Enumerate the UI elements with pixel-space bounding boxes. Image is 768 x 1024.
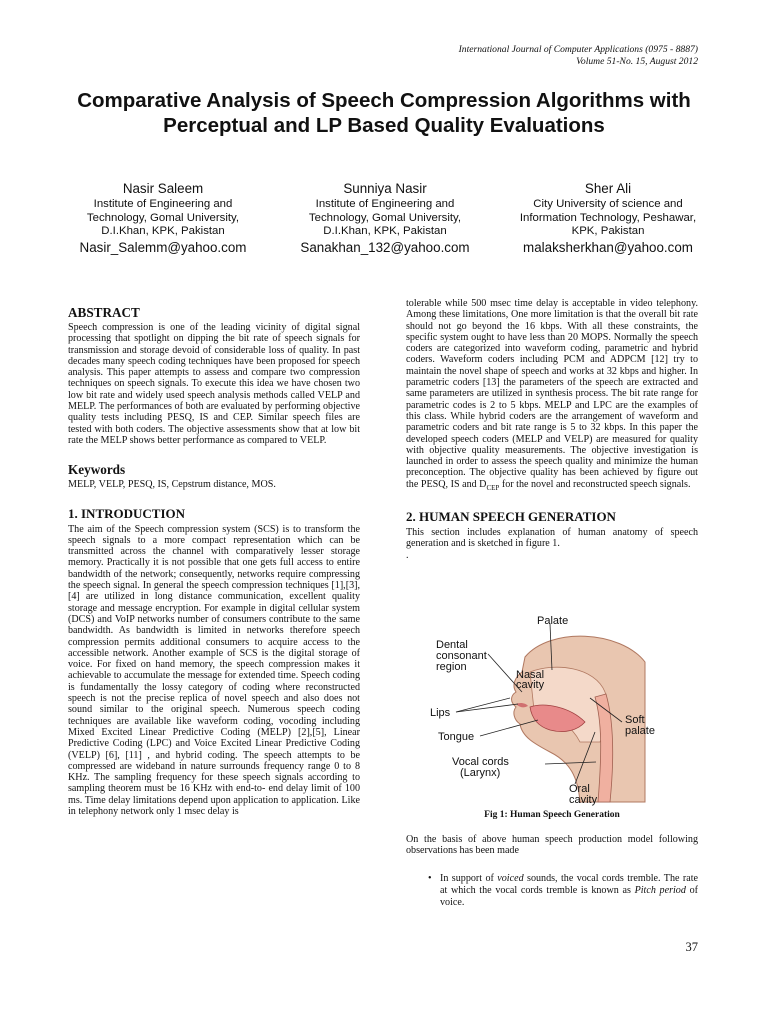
label-oral-2: cavity <box>569 794 598 806</box>
bullet-text <box>440 873 698 909</box>
label-dental-2: consonant <box>436 650 487 662</box>
author-name: Sher Ali <box>584 181 632 196</box>
bullet-pre: In support of <box>440 873 498 884</box>
keywords-heading: Keywords <box>68 462 126 478</box>
bullet-voiced: voiced <box>497 873 524 884</box>
journal-header <box>459 44 698 68</box>
introduction-continued <box>406 298 698 494</box>
author-email[interactable]: Nasir_Salemm@yahoo.com <box>79 239 247 255</box>
abstract-text: Speech compression is one of the leading vicinity of digital signal processing that spotlight on dipping the bit rate of speech signals for transmission and storage devoid of considerable loss of quality. In past decades many speech coding techniques have been proposed for speech analysis. This paper attempts to assess and compare two compression techniques on speech signals. To execute this idea we have chosen two low bit rate and widely used speech analysis methods called VELP and MELP. The performances of both are evaluated by performing objective quality tests including PESQ, IS and CEP. Similar speech files are tested with both coders. The objective assessments show that at low bit rate the MELP shows better performance as compared to VELP. <box>68 322 360 446</box>
section2-dot: . <box>406 549 409 561</box>
author-email[interactable]: Sanakhan_132@yahoo.com <box>300 239 470 255</box>
bullet-post: of voice. <box>440 885 698 908</box>
bullet-mid: sounds, the vocal cords tremble. The rate at which the vocal cords tremble is known as <box>440 873 698 896</box>
followup-text: On the basis of above human speech production model following observations has been made <box>406 834 698 857</box>
page-number: 37 <box>685 940 698 954</box>
cep-subscript: CEP <box>486 483 500 492</box>
author-name: Sunniya Nasir <box>343 181 427 196</box>
label-nasal-2: cavity <box>516 679 545 691</box>
author-2 <box>285 180 485 256</box>
keywords-text: MELP, VELP, PESQ, IS, Cepstrum distance, MOS. <box>68 479 276 491</box>
intro-cont-text: tolerable while 500 msec time delay is acceptable in video telephony. Among these limitations, One more limitation is that the overall bit rate should not go beyond the 16 kbps. With all these constraints, the specific system ought to have less than 20 MOPS. Normally the speech coders are categorized into waveform coding, parametric and hybrid coders. Waveform coders including PCM and ADPCM [12] try to maintain the novel shape of speech and works at 32 kbps and higher. In parametric coders [13] the parameters of the speech are extracted and same parameters are utilized in synthesis process. The bit rate range for parametric codes is 2 to 5 kbps. MELP and LPC are the examples of this class. While hybrid coders are the arrangement of waveform and parametric coders and bit rate range is 5 to 32 kbps. In this paper the developed speech coders (MELP and VELP) are measured for quality with objective quality measurements. The objective investigation is launched in order to assess the speech quality and minimize the human preconception. The objective quality has been achieved by figure out the PESQ, IS and D <box>406 298 698 490</box>
label-soft-2: palate <box>625 725 655 737</box>
journal-line-2: Volume 51-No. 15, August 2012 <box>576 56 698 67</box>
right-column <box>406 298 698 561</box>
author-email[interactable]: malaksherkhan@yahoo.com <box>523 239 693 255</box>
label-tongue: Tongue <box>438 731 475 743</box>
section2-heading: 2. HUMAN SPEECH GENERATION <box>406 509 616 525</box>
label-dental-3: region <box>436 661 467 673</box>
author-3 <box>508 180 708 256</box>
label-dental-1: Dental <box>436 639 468 651</box>
label-lips: Lips <box>430 707 451 719</box>
left-column <box>68 305 360 817</box>
author-affiliation: Institute of Engineering and Technology, Gomal University, D.I.Khan, KPK, Pakistan <box>86 198 240 237</box>
label-nasal-1: Nasal <box>516 669 545 681</box>
introduction-heading: 1. INTRODUCTION <box>68 505 186 521</box>
introduction-text: The aim of the Speech compression system (SCS) is to transform the speech signals to a more compact representation which can be transmitted across the channel with comparatively lesser storage memory. Practically it is not possible that one gets full access to entire bandwidth of the network; consequently, networks require compressing the speech signal. In general the speech compression techniques [1],[3],[4] are utilized in long distance communication, excellent quality storage and message encryption. For example in digital cellular system (DCS) and VoIP networks number of consumers contribute to the same bandwidth. As bandwidth is limited in networks therefore speech compression permits additional consumers to acquire access to the accessible network. Another example of SCS is the digital storage of voice. For fixed on hand memory, the speech compression makes it achievable to accumulate the message for extended time. Speech coding is fundamentally the lossy category of coding where reconstructed speech is not the precise replica of novel speech and also does not sound similar to the original speech. Numerous speech coding techniques are available like waveform coding, vocoding including Mixed Excited Linear Predictive Coding (MELP) [2],[5], Linear Predictive Coding (LPC) and Voice Excited Linear Predictive Coding (VELP) [6], [11] , and hybrid coding. The speech attempts to be compressed are wideband in nature surrounds frequency range 0 to 8 KHz. The sampling frequency for these speech signals according to sampling theorem must be 16 KHz with end-to- end delay limit of 100 ms. Time delay limitations depend upon application to application. Like in telephony network only 1 msec delay is <box>68 523 360 817</box>
abstract-heading: ABSTRACT <box>68 305 140 320</box>
label-soft-1: Soft <box>625 714 645 726</box>
label-palate: Palate <box>537 615 569 627</box>
paper-title: Comparative Analysis of Speech Compression Algorithms with Perceptual and LP Based Quality Evaluations <box>77 89 691 137</box>
figure-caption: Fig 1: Human Speech Generation <box>484 810 620 820</box>
label-oral-1: Oral <box>569 783 590 795</box>
bullet-pitch: Pitch period <box>634 885 686 896</box>
label-vocal-1: Vocal cords <box>452 756 509 768</box>
section2-followup <box>406 834 698 857</box>
anatomy-diagram <box>430 612 680 807</box>
author-1 <box>63 180 263 256</box>
bullet-dot: • <box>428 873 432 884</box>
figure-human-speech <box>430 612 680 807</box>
journal-line-1: International Journal of Computer Applications (0975 - 8887) <box>458 44 698 55</box>
author-affiliation: Institute of Engineering and Technology, Gomal University, D.I.Khan, KPK, Pakistan <box>308 198 462 237</box>
author-name: Nasir Saleem <box>122 181 204 196</box>
author-affiliation: City University of science and Information Technology, Peshawar, KPK, Pakistan <box>519 198 697 237</box>
label-vocal-2: (Larynx) <box>460 767 501 779</box>
section2-text: This section includes explanation of human anatomy of speech generation and is sketched in figure 1. <box>406 527 698 550</box>
intro-cont-tail: for the novel and reconstructed speech signals. <box>499 478 691 490</box>
